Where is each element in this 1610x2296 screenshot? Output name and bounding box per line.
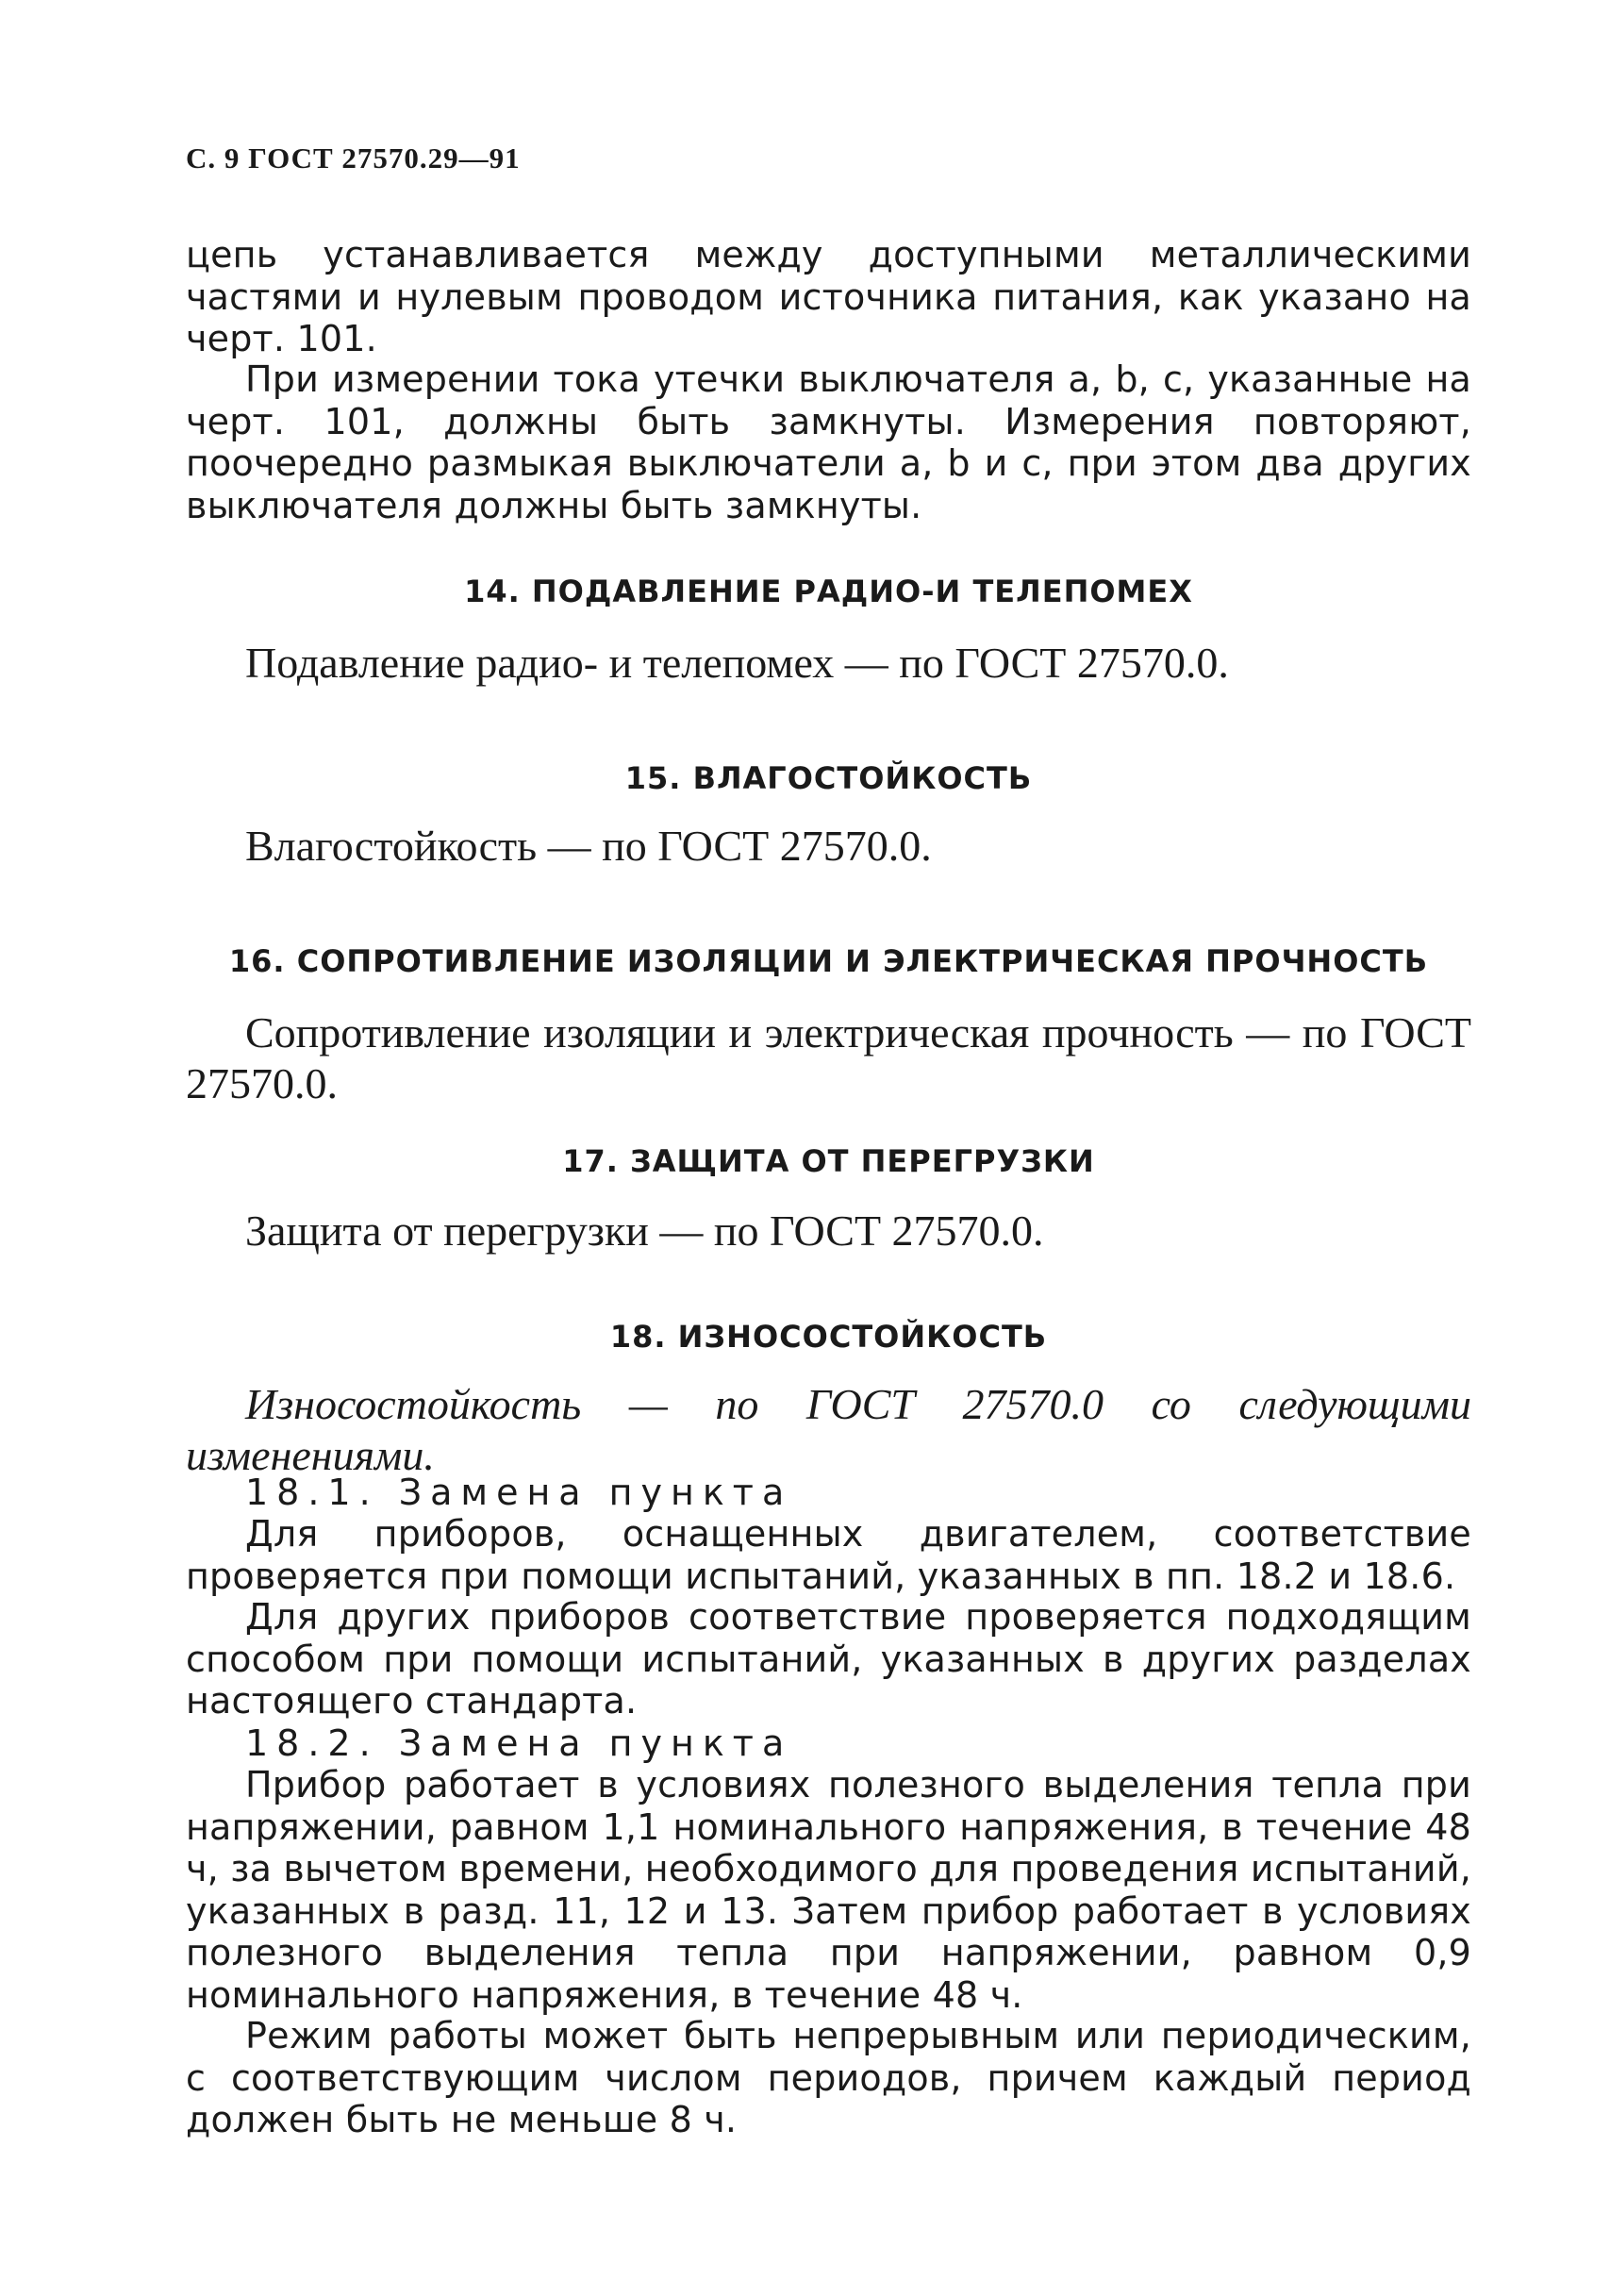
section-14-text: Подавление радио- и телепомех — по ГОСТ 27570.0. <box>245 639 1229 687</box>
subsection-18-1-label: 18.1. Замена пункта <box>245 1472 793 1513</box>
section-18-heading: 18. ИЗНОСОСТОЙКОСТЬ <box>609 1319 1048 1355</box>
intro-paragraph-1: цепь устанавливается между доступными металлическими частями и нулевым проводом источника питания, как указано на черт. 101. <box>186 234 1471 359</box>
section-18-text: Износостойкость — по ГОСТ 27570.0 со следующими изменениями. <box>186 1380 1471 1479</box>
section-16-heading: 16. СОПРОТИВЛЕНИЕ ИЗОЛЯЦИИ И ЭЛЕКТРИЧЕСКАЯ ПРОЧНОСТЬ <box>228 943 1429 979</box>
section-14-heading: 14. ПОДАВЛЕНИЕ РАДИО-И ТЕЛЕПОМЕХ <box>464 574 1193 609</box>
subsection-18-2-paragraph-1: Прибор работает в условиях полезного выделения тепла при напряжении, равном 1,1 номинального напряжения, в течение 48 ч, за вычетом времени, необходимого для проведения испытаний, указанных в разд. 11, 12 и 13. Затем прибор работает в условиях полезного выделения тепла при напряжении, равном 0,9 номинального напряжения, в течение 48 ч. <box>186 1764 1471 2016</box>
section-15-heading: 15. ВЛАГОСТОЙКОСТЬ <box>624 760 1033 796</box>
section-16-text: Сопротивление изоляции и электрическая прочность — по ГОСТ 27570.0. <box>186 1008 1471 1107</box>
subsection-18-1-paragraph-2: Для других приборов соответствие проверяется подходящим способом при помощи испытаний, указанных в других разделах настоящего стандарта. <box>186 1596 1471 1722</box>
subsection-18-2-label: 18.2. Замена пункта <box>245 1722 793 1764</box>
subsection-18-1-paragraph-1: Для приборов, оснащенных двигателем, соответствие проверяется при помощи испытаний, указанных в пп. 18.2 и 18.6. <box>186 1513 1471 1597</box>
intro-paragraph-2: При измерении тока утечки выключателя a, b, c, указанные на черт. 101, должны быть замкнуты. Измерения повторяют, поочередно размыкая выключатели a, b и c, при этом два других выключателя должны быть замкнуты. <box>186 358 1471 526</box>
section-17-heading: 17. ЗАЩИТА ОТ ПЕРЕГРУЗКИ <box>562 1143 1095 1179</box>
subsection-18-2-paragraph-2: Режим работы может быть непрерывным или периодическим, с соответствующим числом периодов, причем каждый период должен быть не меньше 8 ч. <box>186 2015 1471 2140</box>
section-17-text: Защита от перегрузки — по ГОСТ 27570.0. <box>245 1206 1044 1255</box>
section-15-text: Влагостойкость — по ГОСТ 27570.0. <box>245 822 932 870</box>
page-header: С. 9 ГОСТ 27570.29—91 <box>186 141 521 175</box>
